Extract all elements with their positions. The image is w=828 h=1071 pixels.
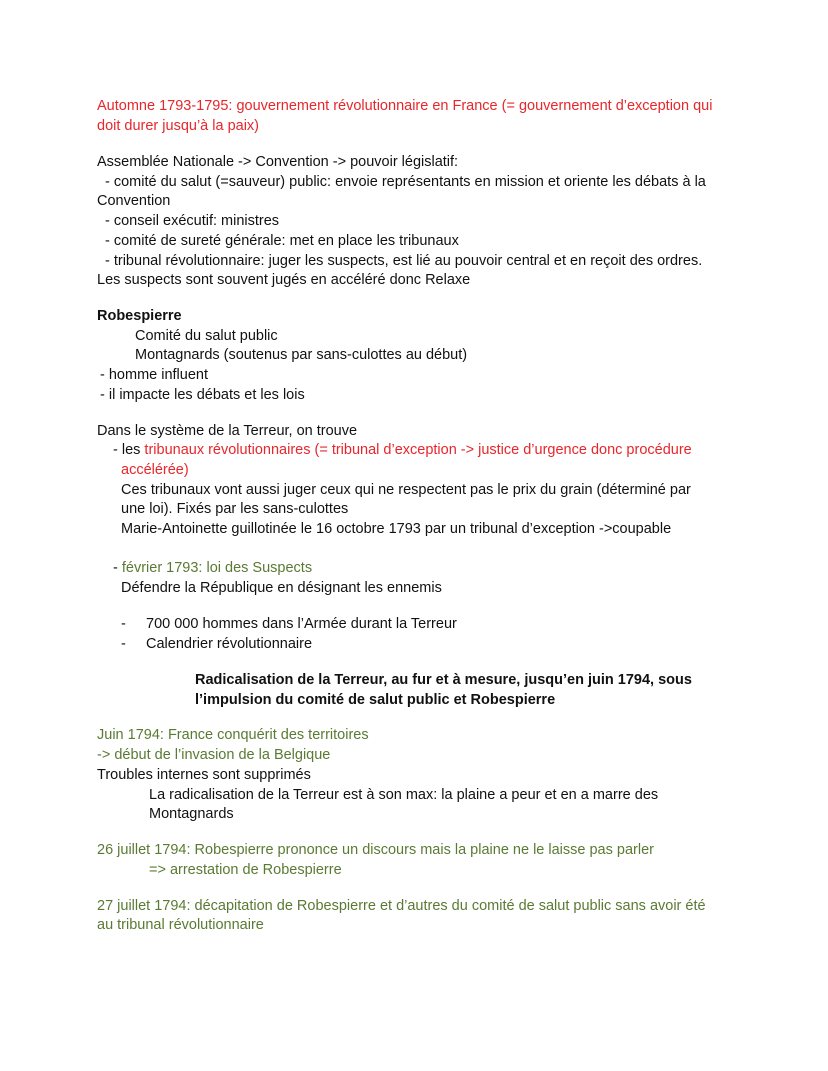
text-line: La radicalisation de la Terreur est à son max: la plaine a peur et en a marre des [149,787,659,803]
emphasis-line: l’impulsion du comité de salut public et Robespierre [195,692,556,708]
highlight-text: accélérée) [121,462,189,478]
date-text: 26 juillet 1794: Robespierre prononce un discours mais la plaine ne le laisse pas parler [97,842,654,858]
emphasis-line: Radicalisation de la Terreur, au fur et à mesure, jusqu’en juin 1794, sous [195,672,692,688]
list-item: 700 000 hommes dans l’Armée durant la Terreur [146,616,457,632]
list-bullet: - [121,636,126,652]
text-line [113,558,312,578]
date-text: => arrestation de Robespierre [149,862,342,878]
text-line: Montagnards (soutenus par sans-culottes au début) [135,347,468,363]
date-text: Juin 1794: France conquérit des territoires [97,727,369,743]
text-line: Convention [97,193,171,209]
list-bullet: - [121,616,126,632]
text-line: Les suspects sont souvent jugés en accéléré donc Relaxe [97,272,471,288]
text-line: Montagnards [149,806,234,822]
intro-line: doit durer jusqu’à la paix) [97,118,260,134]
list-item: Calendrier révolutionnaire [146,636,313,652]
text-line [113,440,692,460]
text-line: Marie-Antoinette guillotinée le 16 octobre 1793 par un tribunal d’exception ->coupable [121,521,672,537]
date-text: au tribunal révolutionnaire [97,917,264,933]
highlight-text: tribunaux révolutionnaires (= tribunal d’exception -> justice d’urgence donc procédure [144,442,692,458]
text-line: Défendre la République en désignant les ennemis [121,580,442,596]
section-heading: Robespierre [97,308,182,324]
text-line: - comité de sureté générale: met en place les tribunaux [105,233,459,249]
text-line: Assemblée Nationale -> Convention -> pouvoir législatif: [97,154,459,170]
date-text: 27 juillet 1794: décapitation de Robespierre et d’autres du comité de salut public sans avoir été [97,898,706,914]
date-text: -> début de l’invasion de la Belgique [97,747,331,763]
text-line: - comité du salut (=sauveur) public: envoie représentants en mission et oriente les débats à la [105,174,706,190]
bullet-prefix: - [113,560,122,576]
bullet-prefix: - les [113,442,145,458]
date-text: février 1793: loi des Suspects [121,560,313,576]
text-line: Dans le système de la Terreur, on trouve [97,423,358,439]
text-line: Troubles internes sont supprimés [97,767,311,783]
intro-line: Automne 1793-1795: gouvernement révolutionnaire en France (= gouvernement d’exception qui [97,98,713,114]
text-line: - tribunal révolutionnaire: juger les suspects, est lié au pouvoir central et en reçoit des ordres. [105,253,703,269]
text-line: une loi). Fixés par les sans-culottes [121,501,349,517]
text-line: Comité du salut public [135,328,278,344]
text-line: - conseil exécutif: ministres [105,213,280,229]
text-line: - il impacte les débats et les lois [100,387,305,403]
text-line: Ces tribunaux vont aussi juger ceux qui ne respectent pas le prix du grain (déterminé par [121,482,691,498]
text-line: - homme influent [100,367,208,383]
